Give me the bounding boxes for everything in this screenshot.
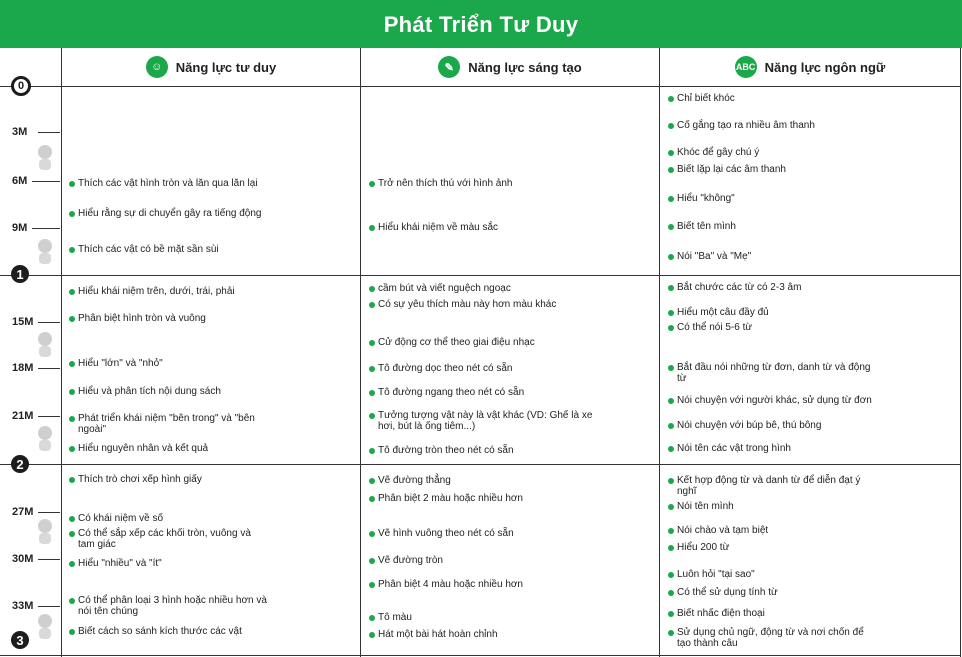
list-item: Nói tên mình [677, 501, 937, 512]
list-item: Phân biệt hình tròn và vuông [78, 313, 338, 324]
age-label-9m: 9M [12, 222, 28, 234]
list-item: Nói tên các vật trong hình [677, 443, 937, 454]
divider [61, 48, 62, 657]
list-item: Biết cách so sánh kích thước các vật [78, 626, 338, 637]
age-tick [38, 559, 60, 560]
list-item: Hiểu "lớn" và "nhỏ" [78, 358, 338, 369]
list-item: Hiểu "nhiều" và "ít" [78, 558, 338, 569]
list-item: Tô màu [378, 612, 638, 623]
age-tick [32, 228, 60, 229]
list-item: Nói chuyện với người khác, sử dụng từ đơn [677, 395, 937, 406]
divider [360, 48, 361, 657]
list-item: Biết tên mình [677, 221, 937, 232]
list-item: Bắt chước các từ có 2-3 âm [677, 282, 937, 293]
list-item: Hiểu nguyên nhân và kết quả [78, 443, 338, 454]
list-item: Tô đường dọc theo nét có sẵn [378, 363, 638, 374]
age-label-6m: 6M [12, 175, 28, 187]
list-item: Thích các vật có bề mặt sần sùi [78, 244, 338, 255]
age-year-3: 3 [11, 631, 29, 649]
list-item: Nói "Ba" và "Mẹ" [677, 251, 937, 262]
divider [0, 464, 961, 465]
column-header-language [660, 48, 960, 86]
age-label-30m: 30M [12, 553, 34, 565]
age-tick [38, 416, 60, 417]
list-item: Hiểu một câu đầy đủ [677, 307, 937, 318]
column-header-creative [361, 48, 659, 86]
baby-icon [34, 425, 56, 453]
age-tick [32, 181, 60, 182]
baby-icon [34, 331, 56, 359]
page-title: Phát Triển Tư Duy [0, 0, 962, 48]
divider [0, 275, 961, 276]
column-header-label: Năng lực tư duy [175, 59, 277, 75]
list-item: Có khái niệm về số [78, 513, 338, 524]
list-item: Sử dụng chủ ngữ, động từ và nơi chốn để tạo thành câu [677, 627, 867, 649]
list-item: Hiểu rằng sự di chuyển gây ra tiếng động [78, 208, 338, 219]
divider [960, 48, 961, 657]
age-label-15m: 15M [12, 316, 34, 328]
list-item: Tưởng tượng vật này là vật khác (VD: Ghế là xe hơi, bút là ống tiêm...) [378, 410, 593, 432]
baby-icon [34, 518, 56, 546]
baby-icon [34, 613, 56, 641]
list-item: Vẽ đường tròn [378, 555, 638, 566]
list-item: Nói chuyện với búp bê, thú bông [677, 420, 937, 431]
age-year-2: 2 [11, 455, 29, 473]
age-label-18m: 18M [12, 362, 34, 374]
age-year-0: 0 [11, 76, 31, 96]
list-item: Phân biệt 4 màu hoặc nhiều hơn [378, 579, 638, 590]
list-item: Kết hợp động từ và danh từ để diễn đạt ý nghĩ [677, 475, 872, 497]
theater-masks-icon: ☺ [146, 56, 168, 78]
list-item: Có sự yêu thích màu này hơn màu khác [378, 299, 638, 310]
list-item: Hiểu khái niệm trên, dưới, trái, phải [78, 286, 338, 297]
list-item: Vẽ hình vuông theo nét có sẵn [378, 528, 638, 539]
list-item: Luôn hỏi "tại sao" [677, 569, 937, 580]
palette-icon: ✎ [438, 56, 460, 78]
list-item: Vẽ đường thẳng [378, 475, 638, 486]
age-label-3m: 3M [12, 126, 28, 138]
list-item: Khóc để gây chú ý [677, 147, 937, 158]
list-item: Nói chào và tạm biệt [677, 525, 937, 536]
baby-icon [34, 144, 56, 172]
baby-icon [34, 238, 56, 266]
list-item: Hiểu và phân tích nội dung sách [78, 386, 338, 397]
list-item: Phân biệt 2 màu hoặc nhiều hơn [378, 493, 638, 504]
list-item: Hiểu "không" [677, 193, 937, 204]
list-item: Chỉ biết khóc [677, 93, 937, 104]
column-header-label: Năng lực ngôn ngữ [764, 59, 886, 75]
list-item: Trở nên thích thú với hình ảnh [378, 178, 638, 189]
divider [0, 86, 961, 87]
list-item: Thích trò chơi xếp hình giấy [78, 474, 338, 485]
list-item: Biết lặp lại các âm thanh [677, 164, 937, 175]
list-item: Có thể sử dụng tính từ [677, 587, 937, 598]
list-item: Hiểu 200 từ [677, 542, 937, 553]
age-tick [38, 512, 60, 513]
divider [0, 655, 961, 656]
column-header-thinking [62, 48, 360, 86]
list-item: Hát một bài hát hoàn chỉnh [378, 629, 638, 640]
list-item: Bắt đầu nói những từ đơn, danh từ và động từ [677, 362, 877, 384]
age-tick [38, 322, 60, 323]
column-header-label: Năng lực sáng tạo [468, 59, 582, 75]
age-year-1: 1 [11, 265, 29, 283]
list-item: Tô đường tròn theo nét có sẵn [378, 445, 638, 456]
list-item: Có thể nói 5-6 từ [677, 322, 937, 333]
list-item: Tô đường ngang theo nét có sẵn [378, 387, 638, 398]
list-item: Có thể sắp xếp các khối tròn, vuông và tam giác [78, 528, 268, 550]
age-tick [38, 368, 60, 369]
divider [659, 48, 660, 657]
list-item: cầm bút và viết nguệch ngoạc [378, 283, 638, 294]
list-item: Cố gắng tạo ra nhiều âm thanh [677, 120, 937, 131]
age-tick [38, 132, 60, 133]
age-label-27m: 27M [12, 506, 34, 518]
list-item: Phát triển khái niệm "bên trong" và "bên ngoài" [78, 413, 278, 435]
list-item: Hiểu khái niệm về màu sắc [378, 222, 638, 233]
age-tick [38, 606, 60, 607]
list-item: Thích các vật hình tròn và lăn qua lăn lại [78, 178, 338, 189]
list-item: Cử động cơ thể theo giai điệu nhạc [378, 337, 638, 348]
list-item: Có thể phân loại 3 hình hoặc nhiều hơn và nói tên chúng [78, 595, 267, 617]
list-item: Biết nhấc điện thoại [677, 608, 937, 619]
abc-icon: ABC [735, 56, 757, 78]
age-label-33m: 33M [12, 600, 34, 612]
age-label-21m: 21M [12, 410, 34, 422]
